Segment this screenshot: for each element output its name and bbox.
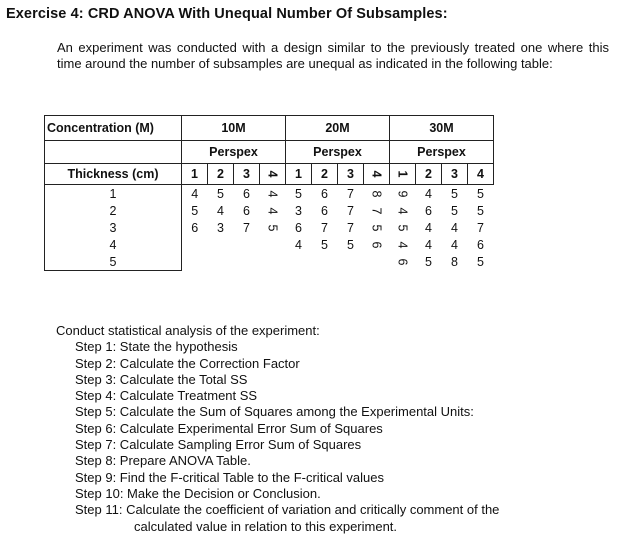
thickness-cell: 5 [45,253,182,271]
blank-cell [45,141,182,164]
concentration-header: Concentration (M) [45,116,182,141]
data-cell: 5 [477,186,484,201]
table-row [45,202,494,219]
data-cell [312,253,338,271]
data-cell: 5 [477,203,484,218]
step-item: Step 5: Calculate the Sum of Squares among the Experimental Units: [75,404,474,420]
data-cell: 4 [265,207,280,214]
conc-30m: 30M [390,116,494,141]
data-cell [364,253,390,271]
thickness-cell: 2 [45,202,182,219]
data-cell: 7 [347,220,354,235]
data-cell: 7 [347,186,354,201]
step-item: Step 8: Prepare ANOVA Table. [75,453,251,469]
conc-20m: 20M [286,116,390,141]
data-cell: 6 [425,203,432,218]
data-cell: 5 [425,254,432,269]
data-cell: 4 [395,241,410,248]
data-cell [208,253,234,271]
data-cell: 5 [191,203,199,218]
data-cell [234,236,260,253]
perspex-label-20m: Perspex [286,141,390,164]
data-cell [234,253,260,271]
data-cell: 4 [217,203,224,218]
data-cell [182,253,208,271]
step-item: Step 6: Calculate Experimental Error Sum of Squares [75,420,383,436]
subcol-header: 3 [442,164,468,185]
subcol-header: 1 [390,164,416,185]
data-cell [208,236,234,253]
data-cell: 8 [369,190,384,197]
data-cell: 4 [425,237,432,252]
subsample-table [44,115,494,271]
step-item: Step 1: State the hypothesis [75,339,238,355]
step-item: Step 2: Calculate the Correction Factor [75,355,300,371]
subcol-header: 2 [208,164,234,185]
step-11-continuation: calculated value in relation to this experiment. [134,518,398,534]
data-cell: 4 [451,237,458,252]
data-cell: 7 [477,220,484,235]
step-item: Step 10: Make the Decision or Conclusion. [75,485,321,501]
data-cell: 5 [217,186,224,201]
data-cell: 3 [217,220,224,235]
subcol-header: 4 [468,164,494,185]
data-cell: 5 [347,237,354,252]
data-cell: 5 [451,186,458,201]
table-row [45,185,494,203]
step-item: Step 4: Calculate Treatment SS [75,388,258,404]
subcol-header: 1 [182,164,208,185]
data-cell: 5 [321,237,328,252]
thickness-cell: 1 [45,185,182,203]
thickness-cell: 4 [45,236,182,253]
data-cell: 3 [295,203,302,218]
data-cell: 4 [395,207,410,214]
data-cell: 4 [265,190,280,197]
data-cell: 5 [395,224,410,231]
data-cell [182,236,208,253]
table-row [45,219,494,236]
subcol-header: 4 [260,164,286,185]
subcol-header: 2 [312,164,338,185]
data-cell [260,253,286,271]
data-cell: 4 [191,186,199,201]
subcol-header: 3 [338,164,364,185]
data-cell: 6 [295,220,302,235]
exercise-title: Exercise 4: CRD ANOVA With Unequal Number Of Subsamples: [6,6,448,22]
data-cell: 6 [477,237,484,252]
data-cell: 5 [477,254,484,269]
data-cell [286,253,312,271]
data-cell: 4 [425,220,432,235]
data-cell: 7 [369,207,384,214]
conc-10m: 10M [182,116,286,141]
subcol-header: 1 [286,164,312,185]
subcol-header: 3 [234,164,260,185]
data-cell [338,253,364,271]
data-cell: 7 [243,220,250,235]
subcol-header: 4 [364,164,390,185]
subcol-header: 2 [416,164,442,185]
data-cell: 6 [243,186,250,201]
data-cell: 6 [321,186,328,201]
data-cell: 6 [395,258,410,266]
conduct-heading: Conduct statistical analysis of the experiment: [56,323,320,338]
data-cell: 9 [395,190,410,197]
step-item: Step 7: Calculate Sampling Error Sum of Squares [75,437,362,453]
perspex-label-30m: Perspex [390,141,494,164]
data-cell: 5 [265,224,280,231]
intro-paragraph: An experiment was conducted with a design similar to the previously treated one where this time around the number of subsamples are unequal as indicated in the following table: [57,40,609,71]
step-item: Step 3: Calculate the Total SS [75,371,248,387]
thickness-cell: 3 [45,219,182,236]
data-cell: 7 [321,220,328,235]
steps-section [56,323,596,535]
data-cell: 5 [369,224,384,231]
step-item: Step 11: Calculate the coefficient of variation and critically comment of the [75,502,500,518]
data-cell: 5 [295,186,302,201]
data-cell: 4 [451,220,458,235]
data-cell: 4 [425,186,432,201]
data-cell: 6 [321,203,328,218]
data-cell: 5 [451,203,458,218]
perspex-label-10m: Perspex [182,141,286,164]
table-row [45,236,494,253]
data-cell: 6 [243,203,250,218]
data-cell: 6 [369,241,384,248]
step-item: Step 9: Find the F-critical Table to the F-critical values [75,469,384,485]
data-cell: 8 [451,254,458,269]
table-row [45,253,494,271]
data-cell [260,236,286,253]
data-cell: 4 [295,237,302,252]
data-cell: 7 [347,203,354,218]
data-cell: 6 [191,220,199,235]
thickness-header: Thickness (cm) [45,164,182,185]
